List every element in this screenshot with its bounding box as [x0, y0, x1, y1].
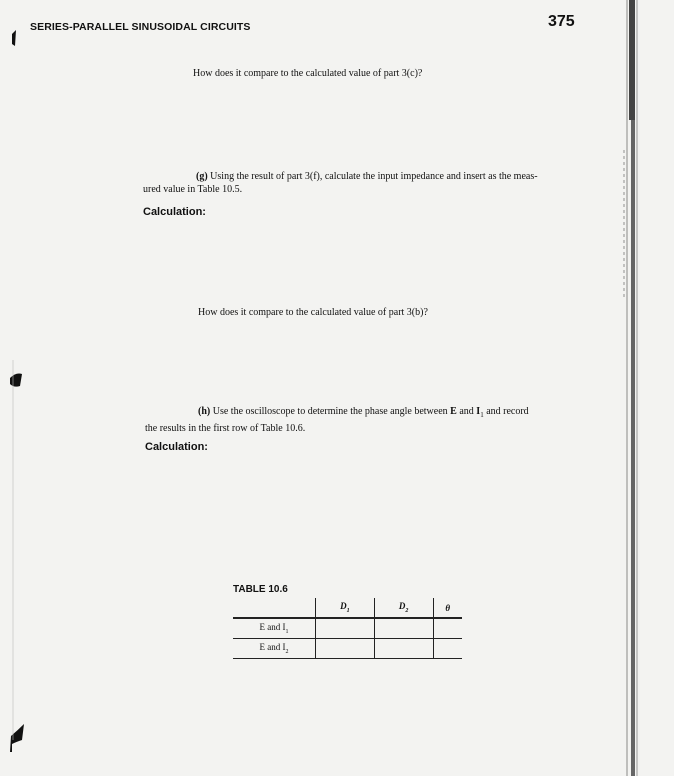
- symbol-I: I: [476, 406, 481, 417]
- table-cell-empty: [433, 639, 462, 659]
- part-h-and: and: [456, 406, 477, 417]
- table-cell-empty: [374, 639, 433, 659]
- part-h-line-2: the results in the first row of Table 10.6.: [145, 423, 306, 434]
- calculation-heading-1: Calculation:: [143, 206, 206, 218]
- running-head: SERIES-PARALLEL SINUSOIDAL CIRCUITS: [30, 21, 251, 33]
- table-header-row: [233, 598, 462, 618]
- table-caption: TABLE 10.6: [233, 584, 288, 595]
- page-number: 375: [548, 13, 575, 30]
- table-cell-empty: [316, 618, 375, 639]
- header-theta: θ: [445, 602, 451, 613]
- table-cell-empty: [433, 618, 462, 639]
- paragraph-part-g: [143, 170, 583, 196]
- question-compare-3c: How does it compare to the calculated value of part 3(c)?: [193, 68, 423, 79]
- table-cell-empty: [316, 639, 375, 659]
- symbol-I-subscript: 1: [480, 411, 484, 419]
- header-d1: $D_1$: [316, 598, 375, 618]
- part-h-line-1a: Use the oscilloscope to determine the phase angle between: [212, 406, 451, 417]
- symbol-E: E: [450, 406, 457, 417]
- header-d2: $D_2$: [374, 598, 433, 618]
- table-10-6: [233, 598, 462, 659]
- part-g-line-2: ured value in Table 10.5.: [143, 184, 243, 195]
- part-label-h: (h): [198, 406, 211, 417]
- part-h-line-1b: and record: [483, 406, 529, 417]
- question-compare-3b: How does it compare to the calculated value of part 3(b)?: [198, 307, 428, 318]
- part-label-g: (g): [196, 171, 208, 182]
- calculation-heading-2: Calculation:: [145, 441, 208, 453]
- row-label-e-i1: E and $I_1$: [233, 618, 316, 639]
- table-row: [233, 618, 462, 639]
- table-cell-empty: [374, 618, 433, 639]
- row-label-e-i2: E and $I_2$: [233, 639, 316, 659]
- part-g-line-1: Using the result of part 3(f), calculate the input impedance and insert as the meas-: [210, 171, 538, 182]
- paragraph-part-h: [145, 405, 585, 435]
- table-row: [233, 639, 462, 659]
- binding-edge: [620, 0, 640, 776]
- table-corner-cell: [233, 598, 316, 618]
- left-margin-scan-marks: [0, 0, 30, 776]
